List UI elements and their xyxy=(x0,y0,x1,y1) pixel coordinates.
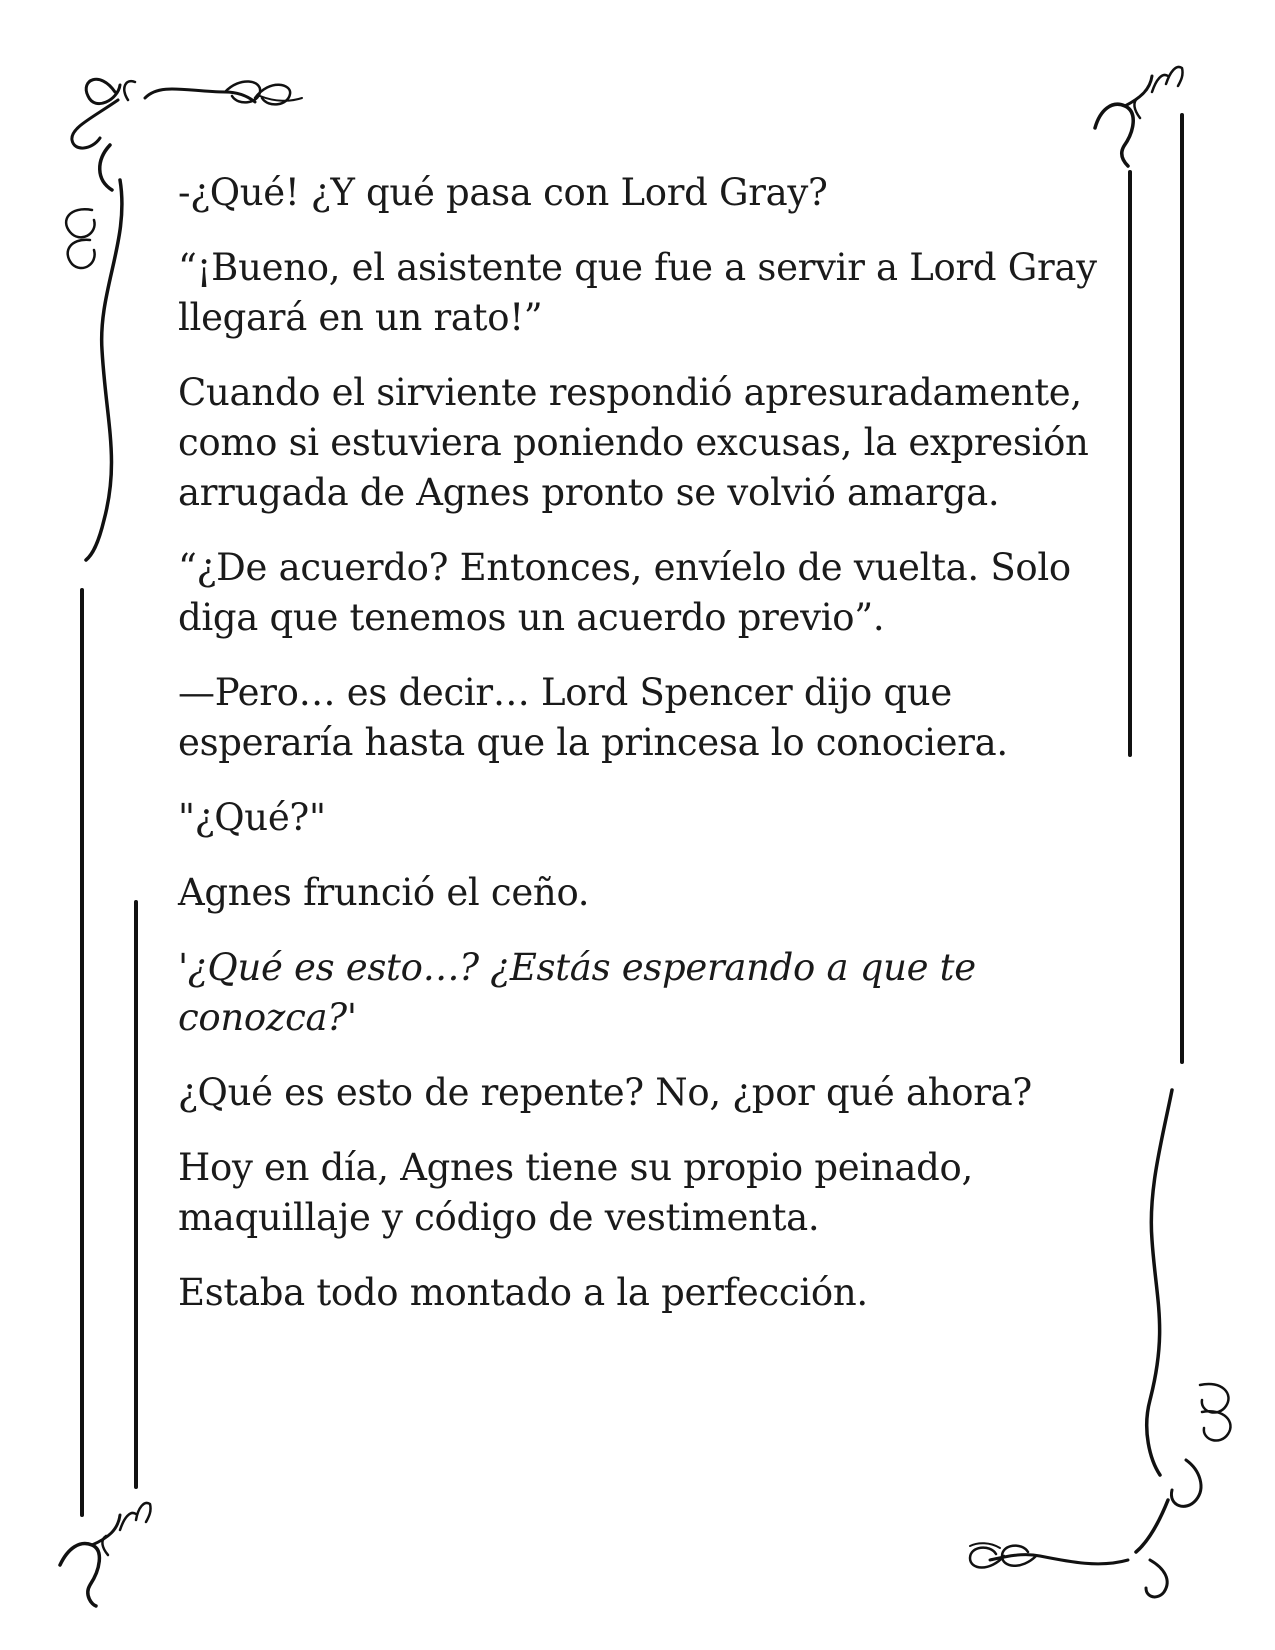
paragraph-4: “¿De acuerdo? Entonces, envíelo de vuelta. Solo diga que tenemos un acuerdo previo”. xyxy=(178,546,1071,639)
bottom-left-flourish xyxy=(60,1503,151,1606)
paragraph-3: Cuando el sirviente respondió apresuradamente, como si estuviera poniendo excusas, la expresión arrugada de Agnes pronto se volvió amarga. xyxy=(178,371,1089,514)
left-border-lines xyxy=(82,590,136,1515)
paragraph-5: —Pero… es decir… Lord Spencer dijo que esperaría hasta que la princesa lo conociera. xyxy=(178,671,1008,764)
paragraph-11: Estaba todo montado a la perfección. xyxy=(178,1271,868,1314)
paragraph-1: -¿Qué! ¿Y qué pasa con Lord Gray? xyxy=(178,171,828,214)
top-right-flourish xyxy=(1095,67,1183,166)
paragraph-2: “¡Bueno, el asistente que fue a servir a Lord Gray llegará en un rato!” xyxy=(178,246,1097,339)
paragraph-10: Hoy en día, Agnes tiene su propio peinado, maquillaje y código de vestimenta. xyxy=(178,1146,973,1239)
paragraph-8-thought: '¿Qué es esto…? ¿Estás esperando a que te conozca?' xyxy=(178,946,976,1039)
page-text-column xyxy=(178,168,1098,1343)
paragraph-7: Agnes frunció el ceño. xyxy=(178,871,590,914)
right-border-lines xyxy=(1130,115,1182,1062)
paragraph-9: ¿Qué es esto de repente? No, ¿por qué ahora? xyxy=(178,1071,1032,1114)
paragraph-6: "¿Qué?" xyxy=(178,796,326,839)
